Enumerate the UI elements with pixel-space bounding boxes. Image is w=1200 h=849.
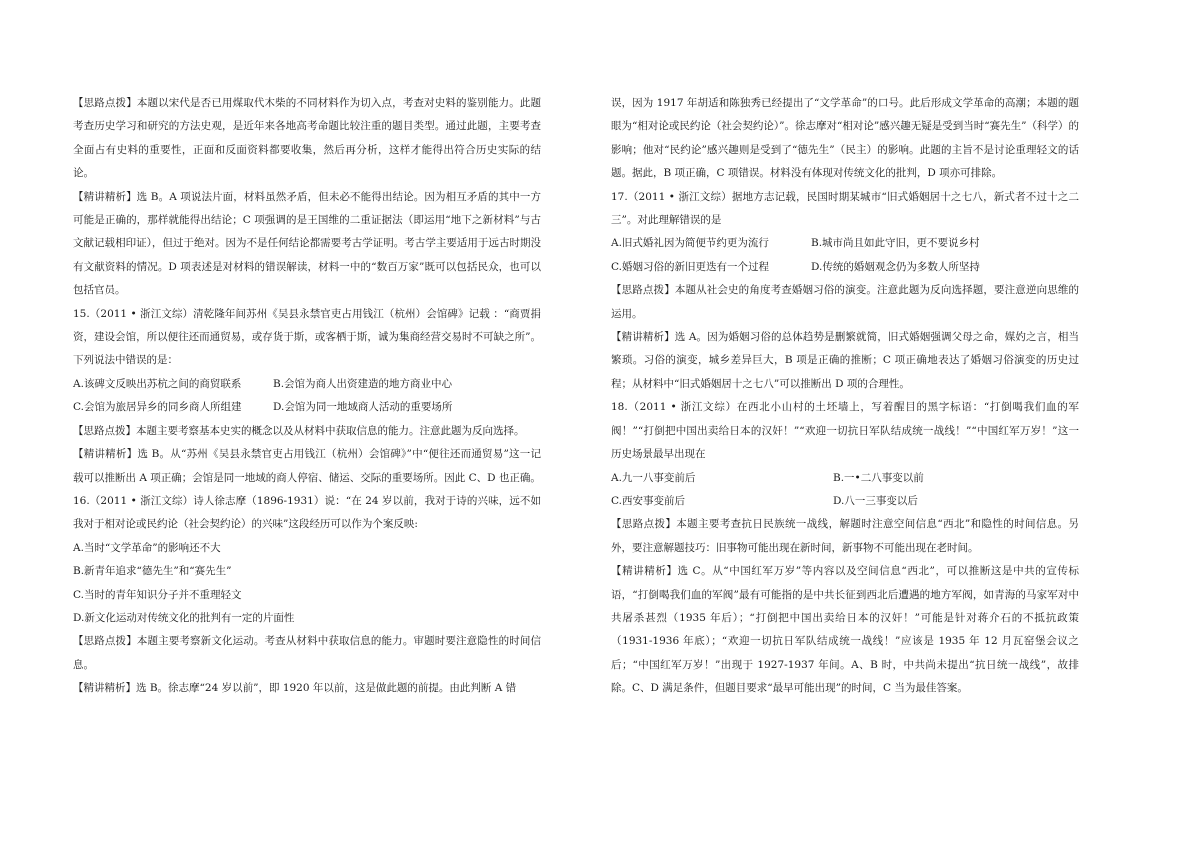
q14-hint: 【思路点拨】本题以宋代是否已用煤取代木柴的不同材料作为切入点，考查对史料的鉴别能力。此题考查历史学习和研究的方法史观，是近年来各地高考命题比较注重的题目类型。通过此题，主要考查全面占有史料的重要性，正面和反面资料都要收集，然后再分析，这样才能得出符合历史实际的结论。 (73, 97, 541, 180)
q16-option-c: C.当时的青年知识分子并不重理轻文 (73, 588, 242, 601)
q18-options-row1 (611, 467, 1079, 490)
left-column (73, 92, 541, 701)
q15-answer: 【精讲精析】选 B。从“苏州《吴县永禁官吏占用钱江（杭州）会馆碑》”中“便往还而通贸易”这一记载可以推断出 A 项正确；会馆是同一地域的商人停宿、储运、交际的重要场所。因此 C、D 也正确。 (73, 448, 541, 484)
q17-answer: 【精讲精析】选 A。因为婚姻习俗的总体趋势是删繁就简，旧式婚姻强调父母之命，媒妁之言，相当繁琐。习俗的演变，城乡差异巨大，B 项是正确的推断；C 项正确地表达了婚姻习俗演变的历史过程；从材料中“旧式婚姻居十之七八”可以推断出 D 项的合理性。 (611, 331, 1079, 390)
q14-answer: 【精讲精析】选 B。A 项说法片面，材料虽然矛盾，但未必不能得出结论。因为相互矛盾的其中一方可能是正确的，那样就能得出结论；C 项强调的是王国维的二重证据法（即运用“地下之新材料”与古文献记载相印证），但过于绝对。因为不是任何结论都需要考古学证明。考古学主要适用于远古时期没有文献资料的情况。D 项表述是对材料的错误解读，材料一中的“数百万家”既可以包括民众，也可以包括官员。 (73, 190, 541, 297)
q18-option-a: A.九一八事变前后 (611, 471, 696, 484)
q17-options-row2 (611, 256, 1079, 279)
q16-option-d: D.新文化运动对传统文化的批判有一定的片面性 (73, 611, 295, 624)
q15-options-row2 (73, 396, 541, 419)
q17-option-c: C.婚姻习俗的新旧更迭有一个过程 (611, 260, 769, 273)
q18-answer: 【精讲精析】选 C。从“中国红军万岁”等内容以及空间信息“西北”，可以推断这是中共的宣传标语，“打倒喝我们血的军阀”最有可能指的是中共长征到西北后遭遇的地方军阀，如青海的马家军对中共屠杀甚烈（1935 年后）；“打倒把中国出卖给日本的汉奸！”可能是针对蒋介石的不抵抗政策（1931-1936 年底）；“欢迎一切抗日军队结成统一战线！”应该是 1935 年 12 月瓦窑堡会议之后；“中国红军万岁！”出现于 1927-1937 年间。A、B 时，中共尚未提出“抗日统一战线”，故排除。C、D 满足条件，但题目要求“最早可能出现”的时间，C 当为最佳答案。 (611, 565, 1079, 695)
q16-answer: 【精讲精析】选 B。徐志摩“24 岁以前”，即 1920 年以前，这是做此题的前提。由此判断 A 错 (73, 682, 517, 695)
q18-options-row2 (611, 490, 1079, 513)
q18-stem: 18.（2011 • 浙江文综）在西北小山村的土坯墙上，写着醒目的黑字标语：“打倒喝我们血的军阀！”“打倒把中国出卖给日本的汉奸！”“欢迎一切抗日军队结成统一战线！”“中国红军万岁！”这一历史场景最早出现在 (611, 401, 1079, 461)
q15-option-d: D.会馆为同一地域商人活动的重要场所 (273, 401, 453, 414)
q16-stem: 16.（2011 • 浙江文综）诗人徐志摩（1896-1931）说：“在 24 岁以前，我对于诗的兴味，远不如我对于相对论或民约论（社会契约论）的兴味”这段经历可以作为个案反映: (73, 494, 541, 531)
q15-option-b: B.会馆为商人出资建造的地方商业中心 (273, 377, 453, 390)
q18-option-c: C.西安事变前后 (611, 494, 685, 507)
q18-option-b: B.一•二八事变以前 (833, 471, 924, 484)
q17-stem: 17.（2011 • 浙江文综）据地方志记载，民国时期某城市“旧式婚姻居十之七八，新式者不过十之二三”。对此理解错误的是 (611, 190, 1079, 227)
q15-option-c: C.会馆为旅居异乡的同乡商人所组建 (73, 401, 242, 414)
q16-option-b: B.新青年追求“德先生”和“赛先生” (73, 565, 232, 578)
q16-answer-continued: 误，因为 1917 年胡适和陈独秀已经提出了“文学革命”的口号。此后形成文学革命的高潮；本题的题眼为“相对论或民约论（社会契约论）”。徐志摩对“相对论”感兴趣无疑是受到当时“赛先生”（科学）的影响；他对“民约论”感兴趣则是受到了“德先生”（民主）的影响。此题的主旨不是讨论重理轻文的话题。据此，B 项正确，C 项错误。材料没有体现对传统文化的批判，D 项亦可排除。 (611, 97, 1079, 180)
q17-option-a: A.旧式婚礼因为简便节约更为流行 (611, 237, 769, 250)
q17-options-row1 (611, 232, 1079, 255)
q15-option-a: A.该碑文反映出苏杭之间的商贸联系 (73, 377, 242, 390)
q16-hint: 【思路点拨】本题主要考察新文化运动。考查从材料中获取信息的能力。审题时要注意隐性的时间信息。 (73, 635, 541, 671)
q15-hint: 【思路点拨】本题主要考察基本史实的概念以及从材料中获取信息的能力。注意此题为反向选择。 (73, 424, 525, 437)
q15-stem: 15.（2011 • 浙江文综）清乾隆年间苏州《吴县永禁官吏占用钱江（杭州）会馆碑》记载 ：“商贾捐资，建设会馆，所以便往还而通贸易，或存货于斯，或客栖于斯，诚为集商经营交易时不可缺之所”。下列说法中错误的是： (73, 307, 541, 367)
q17-option-b: B.城市尚且如此守旧，更不要说乡村 (811, 237, 980, 250)
q18-option-d: D.八一三事变以后 (833, 494, 918, 507)
q18-hint: 【思路点拨】本题主要考查抗日民族统一战线，解题时注意空间信息“西北”和隐性的时间信息。另外，要注意解题技巧：旧事物可能出现在新时间，新事物不可能出现在老时间。 (611, 518, 1079, 554)
q17-option-d: D.传统的婚姻观念仍为多数人所坚持 (811, 260, 980, 273)
q15-options-row1 (73, 373, 541, 396)
q17-hint: 【思路点拨】本题从社会史的角度考查婚姻习俗的演变。注意此题为反向选择题，要注意逆向思维的运用。 (611, 284, 1079, 320)
right-column (611, 92, 1079, 701)
q16-option-a: A.当时“文学革命”的影响还不大 (73, 541, 221, 554)
